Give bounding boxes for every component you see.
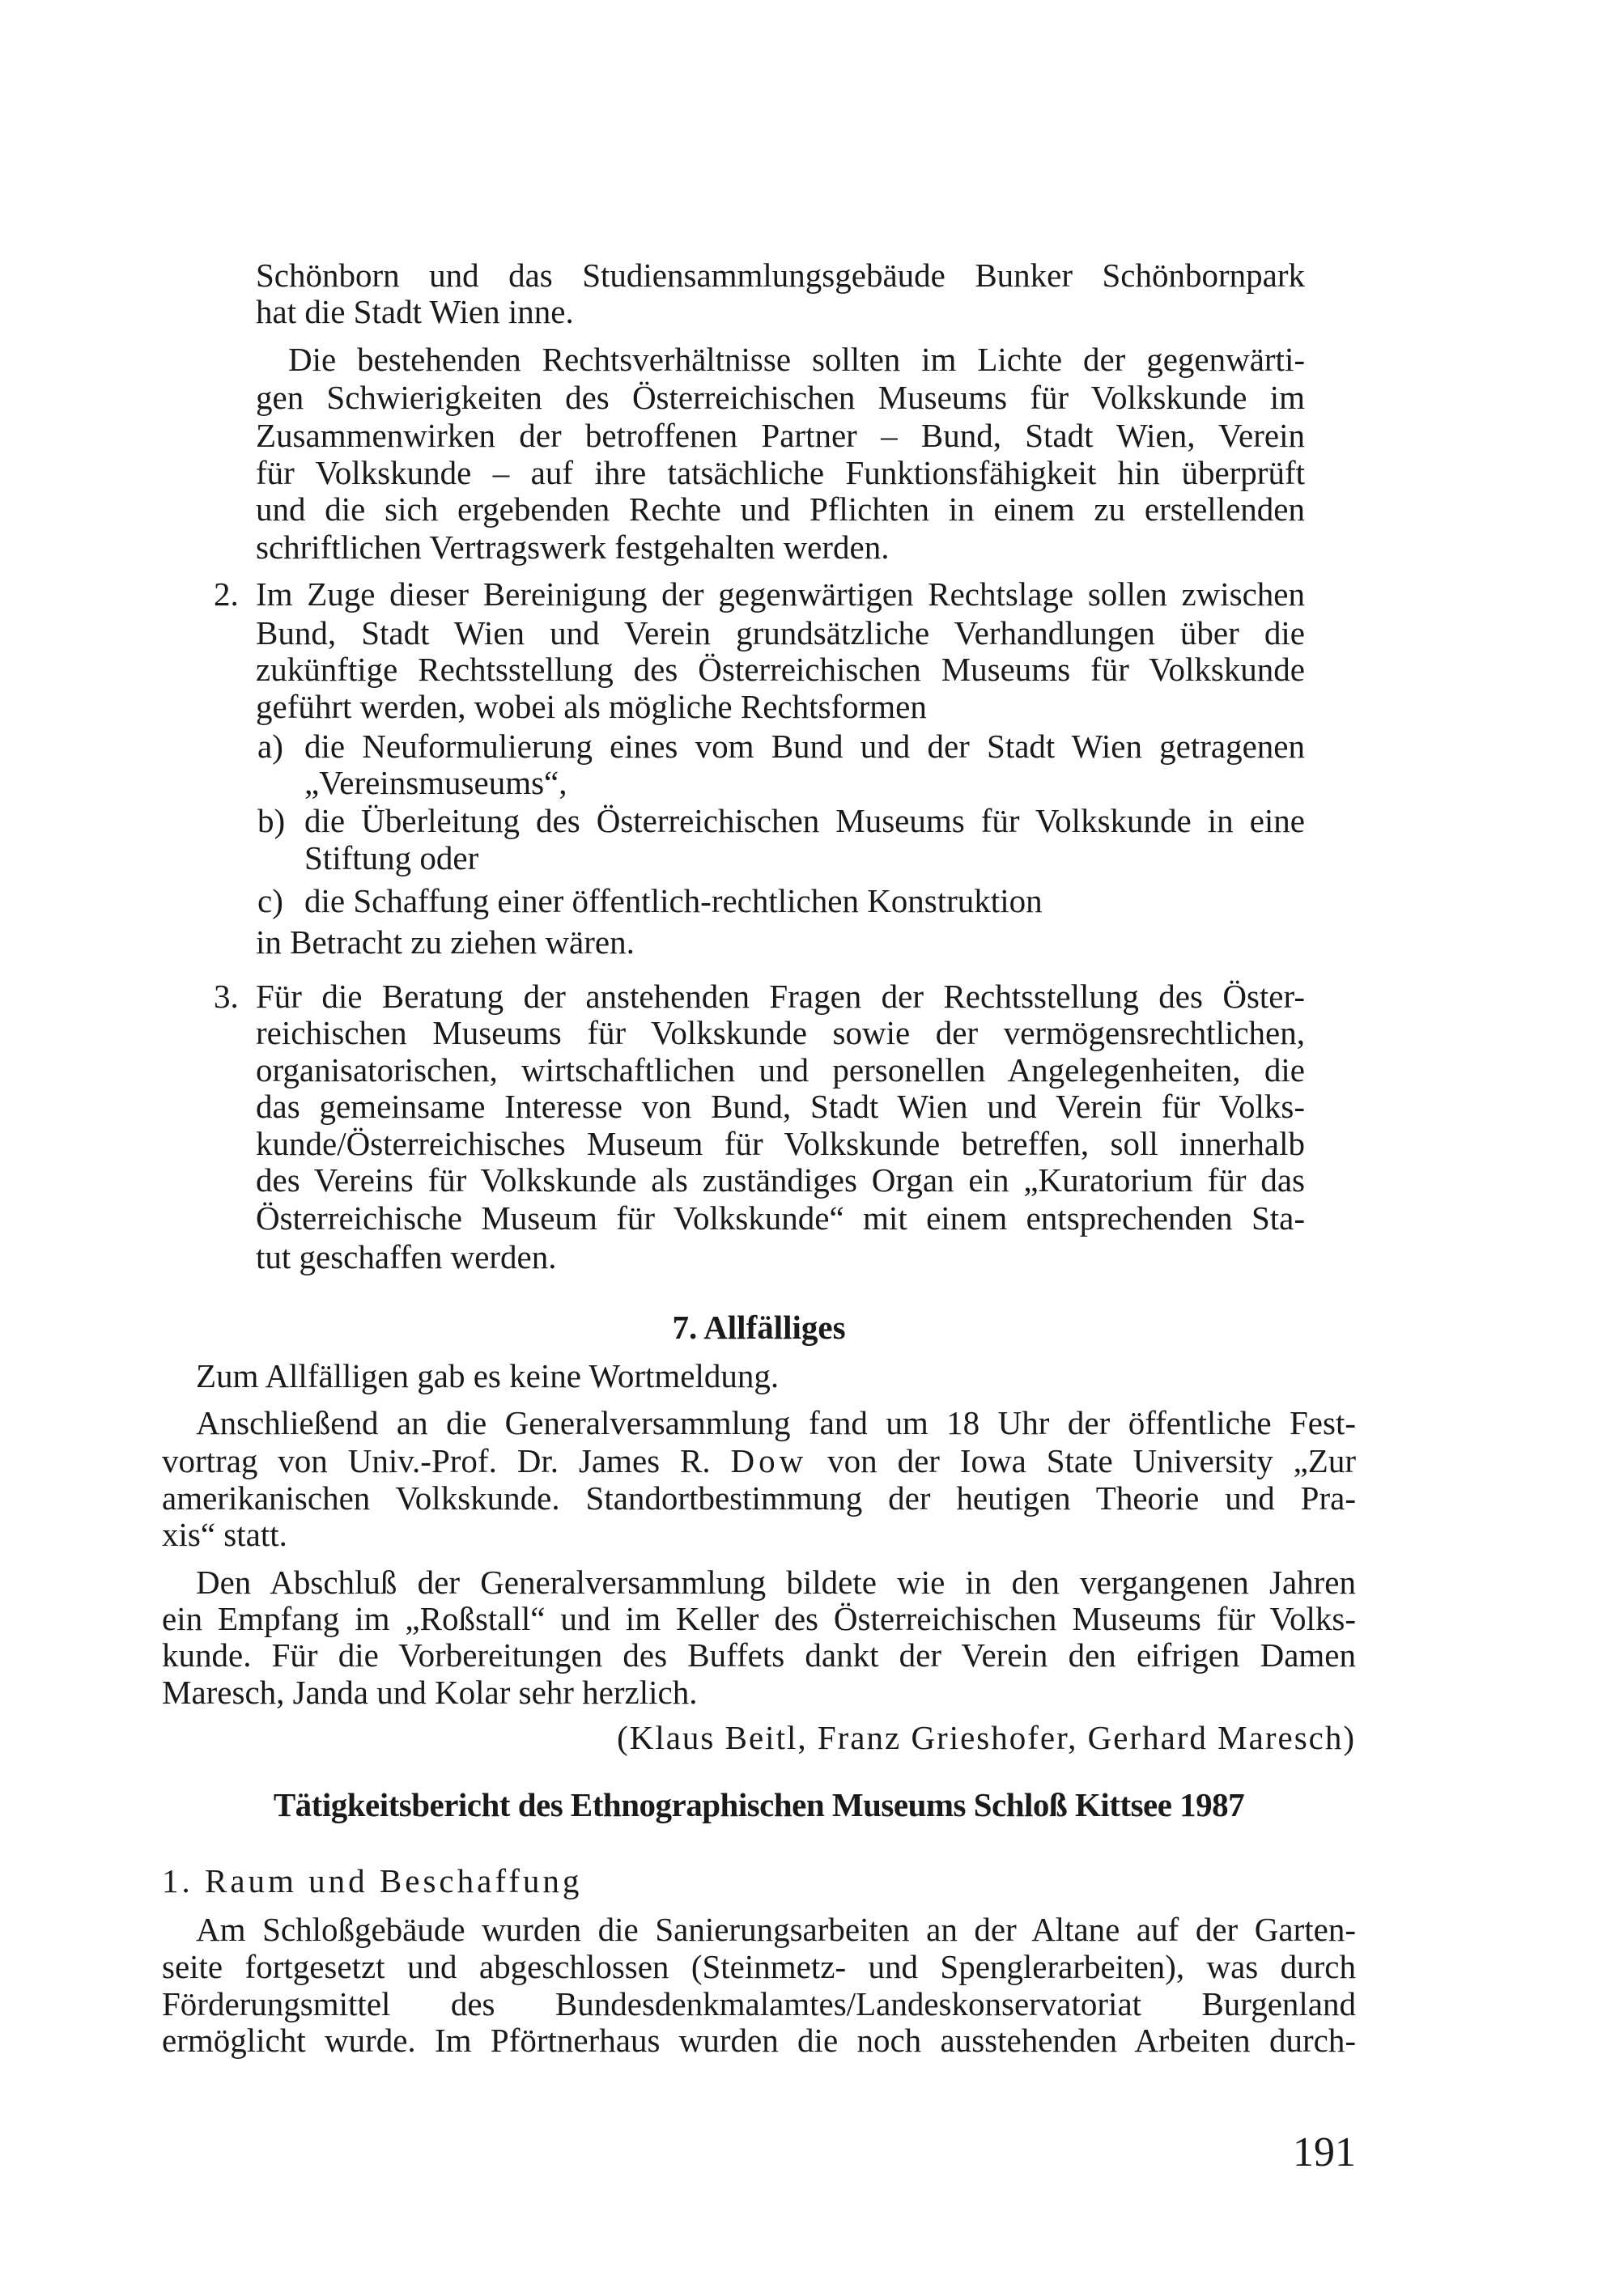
text-span: von der Iowa State University „Zur: [807, 1442, 1357, 1479]
text-line: Den Abschluß der Generalversammlung bildete wie in den vergangenen Jahren: [196, 1564, 1356, 1601]
option-label: b): [257, 802, 286, 839]
text-line: Bund, Stadt Wien und Verein grundsätzliche Verhandlungen über die: [256, 614, 1305, 651]
text-line: hat die Stadt Wien inne.: [256, 293, 574, 330]
signature: (Klaus Beitl, Franz Grieshofer, Gerhard Maresch): [617, 1719, 1356, 1756]
text-line: kunde/Österreichisches Museum für Volkskunde betreffen, soll innerhalb: [256, 1125, 1305, 1162]
text-line: und die sich ergebenden Rechte und Pflichten in einem zu erstellenden: [256, 490, 1305, 528]
text-line: ermöglicht wurde. Im Pförtnerhaus wurden die noch ausstehenden Arbeiten durch-: [162, 2022, 1356, 2059]
list-number: 3.: [214, 978, 239, 1015]
text-line: Für die Beratung der anstehenden Fragen der Rechtsstellung des Öster-: [256, 978, 1305, 1015]
text-line: das gemeinsame Interesse von Bund, Stadt Wien und Verein für Volks-: [256, 1088, 1305, 1125]
report-title: Tätigkeitsbericht des Ethnographischen Museums Schloß Kittsee 1987: [273, 1786, 1245, 1823]
text-line: schriftlichen Vertragswerk festgehalten werden.: [256, 528, 890, 566]
text-span: vortrag von Univ.-Prof. Dr. James R.: [162, 1442, 731, 1479]
text-line: für Volkskunde – auf ihre tatsächliche Funktionsfähigkeit hin überprüft: [256, 454, 1305, 491]
text-line: [162, 1442, 1356, 1479]
text-line: die Überleitung des Österreichischen Museums für Volkskunde in eine: [304, 802, 1305, 839]
text-line: Schönborn und das Studiensammlungsgebäude Bunker Schönbornpark: [256, 257, 1305, 294]
text-line: kunde. Für die Vorbereitungen des Buffets dankt der Verein den eifrigen Damen: [162, 1636, 1356, 1674]
text-line: amerikanischen Volkskunde. Standortbestimmung der heutigen Theorie und Pra-: [162, 1479, 1356, 1517]
subsection-heading: 1. Raum und Beschaffung: [162, 1862, 583, 1899]
text-line: „Vereinsmuseums“,: [304, 764, 567, 801]
text-line: tut geschaffen werden.: [256, 1238, 557, 1275]
text-line: reichischen Museums für Volkskunde sowie der vermögensrechtlichen,: [256, 1014, 1305, 1051]
text-line: xis“ statt.: [162, 1516, 287, 1553]
text-line: gen Schwierigkeiten des Österreichischen Museums für Volkskunde im: [256, 379, 1305, 416]
text-line: Österreichische Museum für Volkskunde“ mit einem entsprechenden Sta-: [256, 1199, 1305, 1237]
author-name: Dow: [730, 1442, 808, 1479]
text-line: Maresch, Janda und Kolar sehr herzlich.: [162, 1674, 698, 1711]
option-label: a): [257, 728, 283, 765]
text-line: Zum Allfälligen gab es keine Wortmeldung.: [196, 1357, 780, 1394]
page-number: 191: [1293, 2129, 1356, 2175]
text-line: ein Empfang im „Roßstall“ und im Keller des Österreichischen Museums für Volks-: [162, 1600, 1356, 1637]
option-label: c): [257, 882, 283, 919]
text-line: in Betracht zu ziehen wären.: [256, 923, 635, 961]
text-line: die Schaffung einer öffentlich-rechtlichen Konstruktion: [304, 882, 1043, 919]
text-line: zukünftige Rechtsstellung des Österreichischen Museums für Volkskunde: [256, 651, 1305, 688]
text-line: Am Schloßgebäude wurden die Sanierungsarbeiten an der Altane auf der Garten-: [196, 1911, 1356, 1948]
text-line: geführt werden, wobei als mögliche Rechtsformen: [256, 688, 927, 725]
list-number: 2.: [214, 575, 239, 613]
text-line: Anschließend an die Generalversammlung fand um 18 Uhr der öffentliche Fest-: [196, 1404, 1356, 1441]
text-line: des Vereins für Volkskunde als zuständiges Organ ein „Kuratorium für das: [256, 1161, 1305, 1199]
text-line: Die bestehenden Rechtsverhältnisse sollten im Lichte der gegenwärti-: [288, 341, 1305, 378]
text-line: seite fortgesetzt und abgeschlossen (Steinmetz- und Spenglerarbeiten), was durch: [162, 1948, 1356, 1985]
text-line: die Neuformulierung eines vom Bund und der Stadt Wien getragenen: [304, 728, 1305, 765]
text-line: Zusammenwirken der betroffenen Partner – Bund, Stadt Wien, Verein: [256, 417, 1305, 454]
section-heading: 7. Allfälliges: [672, 1309, 846, 1346]
text-line: Stiftung oder: [304, 839, 479, 876]
text-line: Förderungsmittel des Bundesdenkmalamtes/Landeskonservatoriat Burgenland: [162, 1985, 1356, 2022]
text-line: Im Zuge dieser Bereinigung der gegenwärtigen Rechtslage sollen zwischen: [256, 575, 1305, 613]
text-line: organisatorischen, wirtschaftlichen und personellen Angelegenheiten, die: [256, 1051, 1305, 1089]
